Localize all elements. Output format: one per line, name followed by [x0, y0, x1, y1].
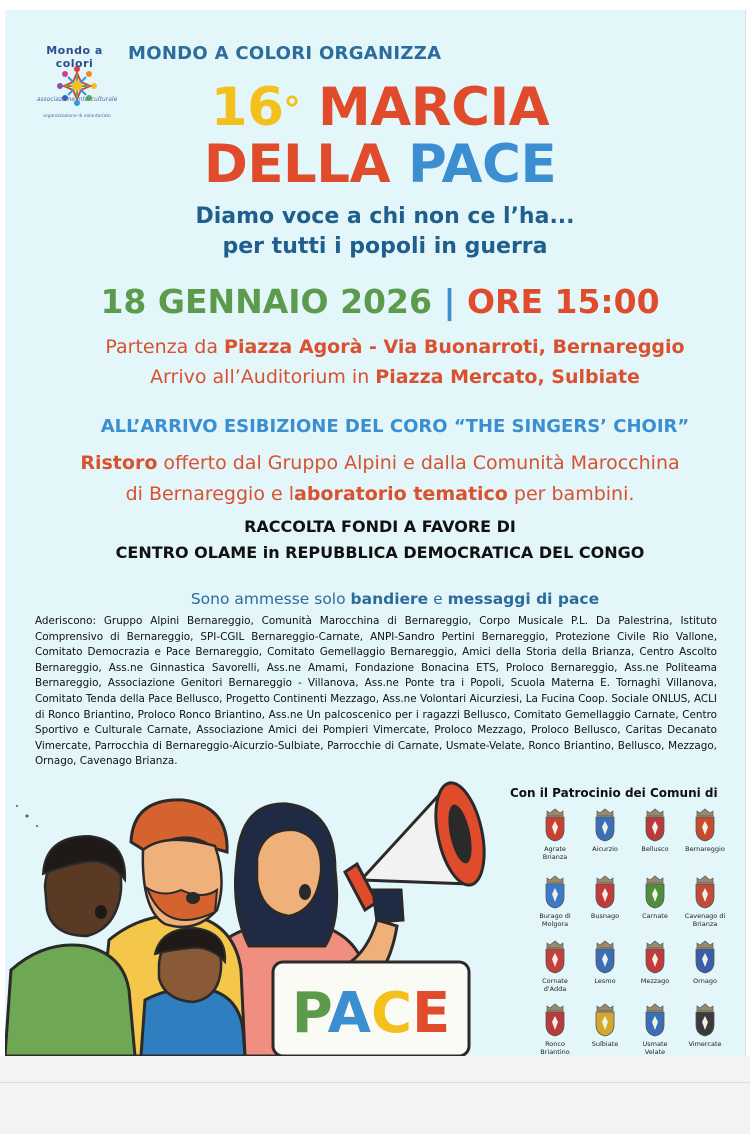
crest-name: Lesmo	[594, 977, 616, 985]
crest-icon	[641, 1003, 669, 1037]
ristoro-text-2: di Bernareggio e l	[125, 483, 294, 505]
crest-icon	[541, 808, 569, 842]
crest-name: Carnate	[642, 912, 668, 920]
crest-name: Agrate Brianza	[542, 845, 568, 861]
crest-name: Bellusco	[641, 845, 669, 853]
crest-icon	[691, 1003, 719, 1037]
crest-icon	[541, 940, 569, 974]
ristoro-line-2	[5, 479, 746, 509]
crest-name: Ronco Briantino	[540, 1040, 570, 1056]
divider	[0, 1082, 750, 1083]
crest-name: Sulbiate	[591, 1040, 619, 1048]
crest-item	[583, 808, 627, 853]
crest-icon	[691, 875, 719, 909]
crest-item	[633, 940, 677, 985]
crest-item	[633, 1003, 677, 1056]
title-line-2	[5, 134, 746, 195]
patronage-title: Con il Patrocinio dei Comuni di	[510, 786, 718, 800]
route-start-prefix: Partenza da	[105, 336, 225, 358]
crest-item	[633, 875, 677, 920]
protest-illustration	[5, 740, 505, 1056]
poster	[5, 10, 746, 1056]
choir-announcement: ALL’ARRIVO ESIBIZIONE DEL CORO “THE SINGERS’ CHOIR”	[100, 416, 690, 437]
bottom-bar	[0, 1056, 750, 1134]
crest-name: Mezzago	[640, 977, 670, 985]
title-della: DELLA	[203, 134, 391, 195]
crest-name: Bernareggio	[685, 845, 725, 853]
crest-name: Usmate Velate	[642, 1040, 668, 1056]
route-arrival	[5, 363, 746, 391]
laboratorio-bold: aboratorio tematico	[294, 483, 508, 505]
crest-item	[533, 875, 577, 928]
ammesse-bandiere: bandiere	[350, 590, 429, 608]
participants-list: Aderiscono: Gruppo Alpini Bernareggio, Comunità Marocchina di Bernareggio, Corpo Musicale P.L. Da Palestrina, Istituto Comprensivo di Bernareggio, SPI-CGIL Bernareggio-Carnate, ANPI-Sandro Pertini Bernareggio, Protezione Civile Rio Vallone, Comitato Democrazia e Pace Bernareggio, Comitato Gemellaggio Bernareggio, Amici della Storia della Brianza, Centro Ascolto Bernareggio, Ass.ne Ginnastica Savorelli, Ass.ne Amami, Fondazione Bonacina ETS, Proloco Bernareggio, Ass.ne Politeama Bernareggio, Associazione Genitori Bernareggio - Villanova, Ass.ne Ponte tra i Popoli, Scuola Materna E. Tornaghi Villanova, Comitato Tenda della Pace Bellusco, Progetto Continenti Mezzago, Ass.ne Volontari Aicurziesi, La Fucina Coop. Sociale ONLUS, ACLI di Ronco Briantino, Proloco Ronco Briantino, Ass.ne Un palcoscenico per i ragazzi Bellusco, Comitato Gemellaggio Carnate, Centro Sportivo e Culturale Carnate, Associazione Amici dei Pompieri Vimercate, Proloco Mezzago, Proloco Bellusco, Caritas Decanato Vimercate, Parrocchia di Bernareggio-Aicurzio-Sulbiate, Parrocchie di Carnate, Usmate-Velate, Ronco Briantino, Bellusco, Mezzago, Ornago, Cavenago Brianza.	[35, 615, 717, 768]
crest-icon	[591, 1003, 619, 1037]
date-time	[5, 282, 746, 322]
crest-name: Cornate d'Adda	[542, 977, 568, 993]
crest-icon	[641, 808, 669, 842]
crest-name: Vimercate	[688, 1040, 722, 1048]
crest-name: Ornago	[693, 977, 717, 985]
raccolta-line-2: CENTRO OLAME in REPUBBLICA DEMOCRATICA DEL CONGO	[115, 543, 645, 562]
crest-icon	[591, 808, 619, 842]
event-time: ORE 15:00	[467, 282, 660, 321]
crest-icon	[641, 940, 669, 974]
logo-title: Mondo a colori	[46, 44, 103, 70]
slogan-line-2: per tutti i popoli in guerra	[222, 234, 548, 259]
crest-icon	[691, 808, 719, 842]
route-arrival-prefix: Arrivo all’Auditorium in	[150, 366, 376, 388]
route-start-place: Piazza Agorà - Via Buonarroti, Bernareggio	[224, 336, 685, 358]
slogan-line-1: Diamo voce a chi non ce l’ha...	[195, 204, 575, 229]
crest-item	[583, 875, 627, 920]
crest-item	[633, 808, 677, 853]
crest-icon	[691, 940, 719, 974]
date-separator: |	[443, 282, 456, 321]
ristoro-text-1: offerto dal Gruppo Alpini e dalla Comunità Marocchina	[157, 452, 680, 474]
organizer-line: MONDO A COLORI ORGANIZZA	[128, 43, 442, 64]
route-arrival-place: Piazza Mercato, Sulbiate	[375, 366, 640, 388]
crest-item	[683, 940, 727, 985]
crest-name: Burago di Molgora	[539, 912, 571, 928]
crest-name: Busnago	[590, 912, 620, 920]
crest-icon	[541, 875, 569, 909]
ristoro-text-3: per bambini.	[507, 483, 635, 505]
ammesse-messaggi: messaggi di pace	[447, 590, 600, 608]
ristoro-bold: Ristoro	[80, 452, 158, 474]
title-marcia: MARCIA	[318, 77, 550, 138]
title-pace: PACE	[408, 134, 557, 195]
event-date: 18 GENNAIO 2026	[100, 282, 432, 321]
crest-name: Aicurzio	[592, 845, 618, 853]
edition-number: 16	[210, 77, 284, 138]
logo-tagline: organizzazione di volontariato	[43, 114, 111, 119]
crest-item	[533, 808, 577, 861]
crest-item	[583, 1003, 627, 1048]
ammesse-mid: e	[428, 590, 448, 608]
crest-item	[683, 875, 727, 928]
crest-item	[583, 940, 627, 985]
pace-sign-text: PACE	[291, 981, 451, 1046]
logo-subtitle: associazione interculturale	[36, 96, 118, 103]
raccolta-line-1: RACCOLTA FONDI A FAVORE DI	[244, 517, 516, 536]
crest-item	[533, 1003, 577, 1056]
crest-icon	[591, 940, 619, 974]
crest-icon	[641, 875, 669, 909]
crest-name: Cavenago di Brianza	[684, 912, 726, 928]
ristoro-line-1	[5, 448, 746, 478]
crest-item	[683, 808, 727, 853]
crest-icon	[541, 1003, 569, 1037]
crest-item	[683, 1003, 727, 1048]
ammesse-prefix: Sono ammesse solo	[190, 590, 351, 608]
crest-item	[533, 940, 577, 993]
title-line-1	[5, 77, 746, 138]
degree-sign: °	[283, 90, 301, 130]
route-start	[5, 333, 746, 361]
allowed-items-note	[5, 590, 746, 608]
crest-icon	[591, 875, 619, 909]
